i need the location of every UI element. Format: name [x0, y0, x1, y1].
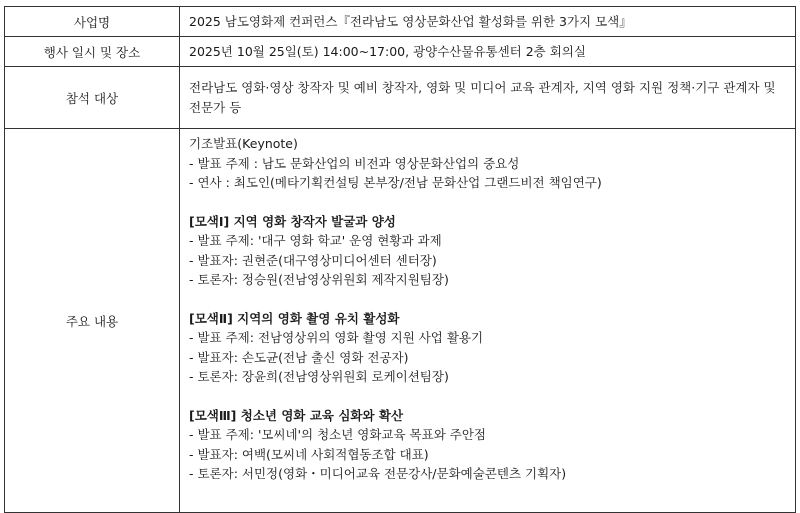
event-name-value: 2025 남도영화제 컨퍼런스『전라남도 영상문화산업 활성화를 위한 3가지 모색』	[180, 7, 796, 37]
session2-panelist: - 토론자: 장윤희(전남영상위원회 로케이션팀장)	[189, 369, 449, 384]
table-row	[5, 67, 796, 129]
session2-presenter: - 발표자: 손도균(전남 출신 영화 전공자)	[189, 349, 409, 365]
session3-panelist: - 토론자: 서민정(영화・미디어교육 전문강사/문화예술콘텐츠 기획자)	[189, 466, 567, 481]
session3-topic: - 발표 주제: '모씨네'의 청소년 영화교육 목표와 주안점	[189, 427, 486, 442]
session2-topic: - 발표 주제: 전남영상위의 영화 촬영 지원 사업 활용기	[189, 330, 484, 345]
datetime-place-value: 2025년 10월 25일(토) 14:00~17:00, 광양수산물유통센터 2층 회의실	[180, 37, 796, 67]
keynote-topic: - 발표 주제 : 남도 문화산업의 비전과 영상문화산업의 중요성	[189, 155, 520, 171]
content-value	[180, 129, 796, 513]
spacer	[189, 290, 787, 309]
spacer	[189, 387, 787, 406]
table-row	[5, 37, 796, 67]
table-row	[5, 129, 796, 513]
keynote-title: 기조발표(Keynote)	[189, 136, 298, 151]
keynote-speaker: - 연사 : 최도인(메타기획컨설팅 본부장/전남 문화산업 그랜드비전 책임연구)	[189, 175, 602, 190]
session1-title: [모색Ⅰ] 지역 영화 창작자 발굴과 양성	[189, 213, 396, 229]
datetime-place-label: 행사 일시 및 장소	[5, 37, 180, 67]
audience-label: 참석 대상	[5, 67, 180, 129]
spacer	[189, 193, 787, 212]
event-info-table	[4, 6, 796, 513]
session2-title: [모색Ⅱ] 지역의 영화 촬영 유치 활성화	[189, 310, 400, 326]
audience-value: 전라남도 영화·영상 창작자 및 예비 창작자, 영화 및 미디어 교육 관계자, 지역 영화 지원 정책·기구 관계자 및 전문가 등	[180, 67, 796, 129]
session1-presenter: - 발표자: 권현준(대구영상미디어센터 센터장)	[189, 252, 437, 268]
table-row	[5, 7, 796, 37]
content-label: 주요 내용	[5, 129, 180, 513]
session3-title: [모색Ⅲ] 청소년 영화 교육 심화와 확산	[189, 407, 404, 423]
session1-panelist: - 토론자: 정승원(전남영상위원회 제작지원팀장)	[189, 272, 449, 287]
event-name-label: 사업명	[5, 7, 180, 37]
session1-topic: - 발표 주제: '대구 영화 학교' 운영 현황과 과제	[189, 233, 442, 248]
session3-presenter: - 발표자: 여백(모씨네 사회적협동조합 대표)	[189, 446, 429, 462]
